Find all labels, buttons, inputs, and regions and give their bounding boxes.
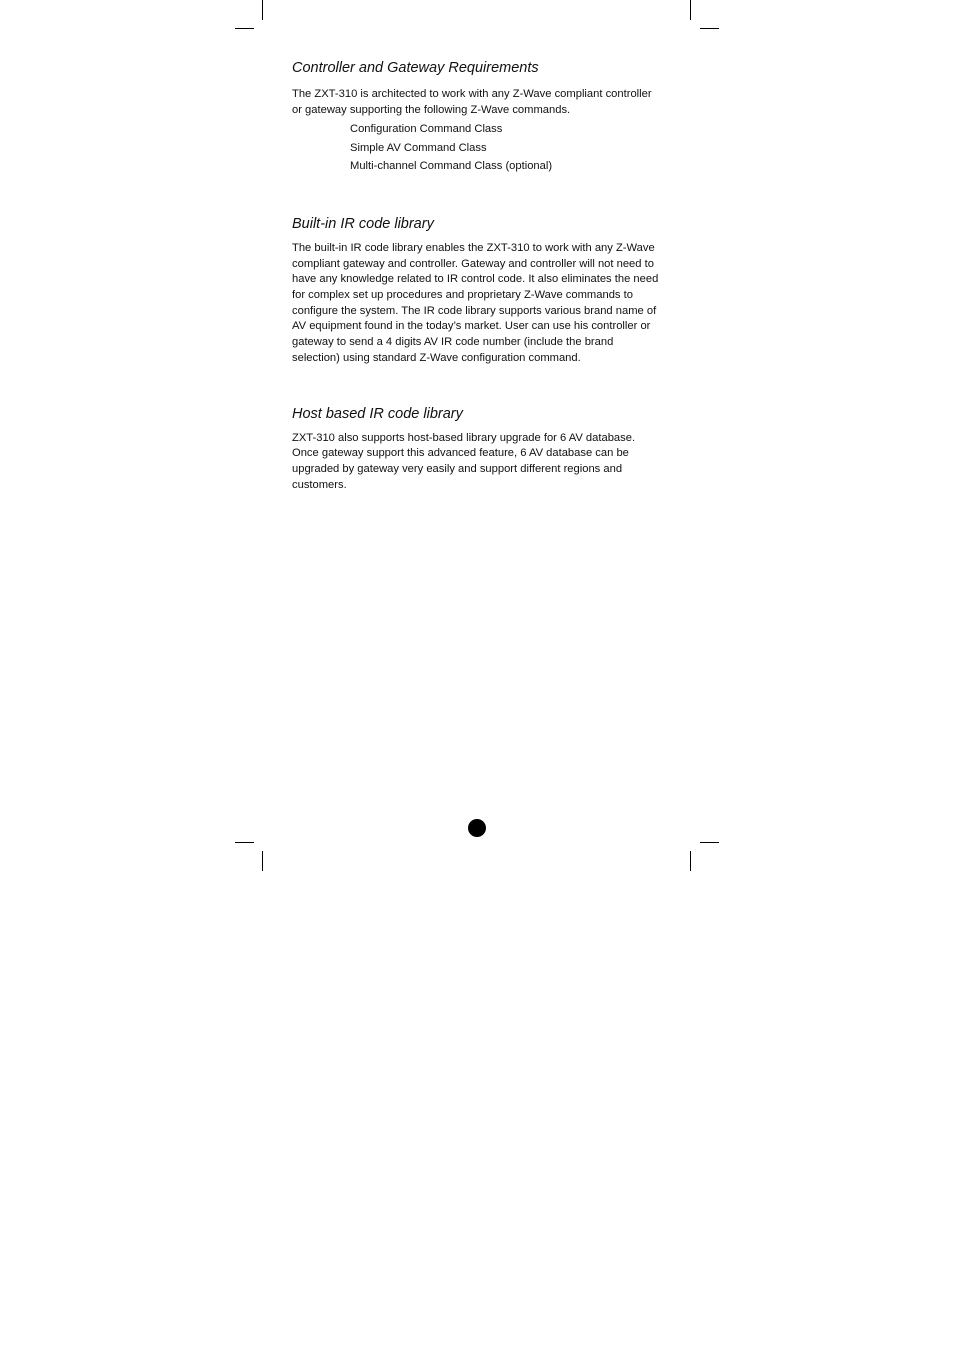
page-marker-dot	[468, 819, 486, 837]
requirements-heading: Controller and Gateway Requirements	[292, 60, 539, 76]
command-class-item: Simple AV Command Class	[350, 141, 487, 154]
crop-mark-bottom-right-horizontal	[700, 842, 719, 843]
requirements-intro: The ZXT-310 is architected to work with any Z-Wave compliant controller or gateway supporting the following Z-Wave commands.	[292, 88, 652, 116]
host-library-heading: Host based IR code library	[292, 405, 463, 422]
command-class-item: Configuration Command Class	[350, 123, 503, 136]
builtin-library-section	[292, 214, 664, 367]
crop-mark-top-right-vertical	[690, 0, 691, 20]
crop-mark-bottom-left-horizontal	[235, 842, 254, 843]
host-library-section	[292, 404, 664, 494]
crop-mark-top-left-horizontal	[235, 28, 254, 29]
host-library-body: ZXT-310 also supports host-based library upgrade for 6 AV database. Once gateway support this advanced feature, 6 AV database can be upgraded by gateway very easily and support different regions and customers.	[292, 431, 636, 491]
builtin-library-body: The built-in IR code library enables the ZXT-310 to work with any Z-Wave compliant gateway and controller. Gateway and controller will not need to have any knowledge related to IR control code. It also eliminates the need for complex set up procedures and proprietary Z-Wave commands to configure the system. The IR code library supports various brand name of AV equipment found in the today’s market. User can use his controller or gateway to send a 4 digits AV IR code number (include the brand selection) using standard Z-Wave configuration command.	[292, 241, 659, 364]
command-class-item: Multi-channel Command Class (optional)	[350, 160, 553, 173]
page-content	[292, 58, 664, 493]
requirements-section	[292, 58, 664, 176]
builtin-library-heading: Built-in IR code library	[292, 215, 434, 232]
crop-mark-bottom-left-vertical	[262, 851, 263, 871]
command-class-list	[292, 120, 664, 176]
crop-mark-top-right-horizontal	[700, 28, 719, 29]
crop-mark-bottom-right-vertical	[690, 851, 691, 871]
crop-mark-top-left-vertical	[262, 0, 263, 20]
